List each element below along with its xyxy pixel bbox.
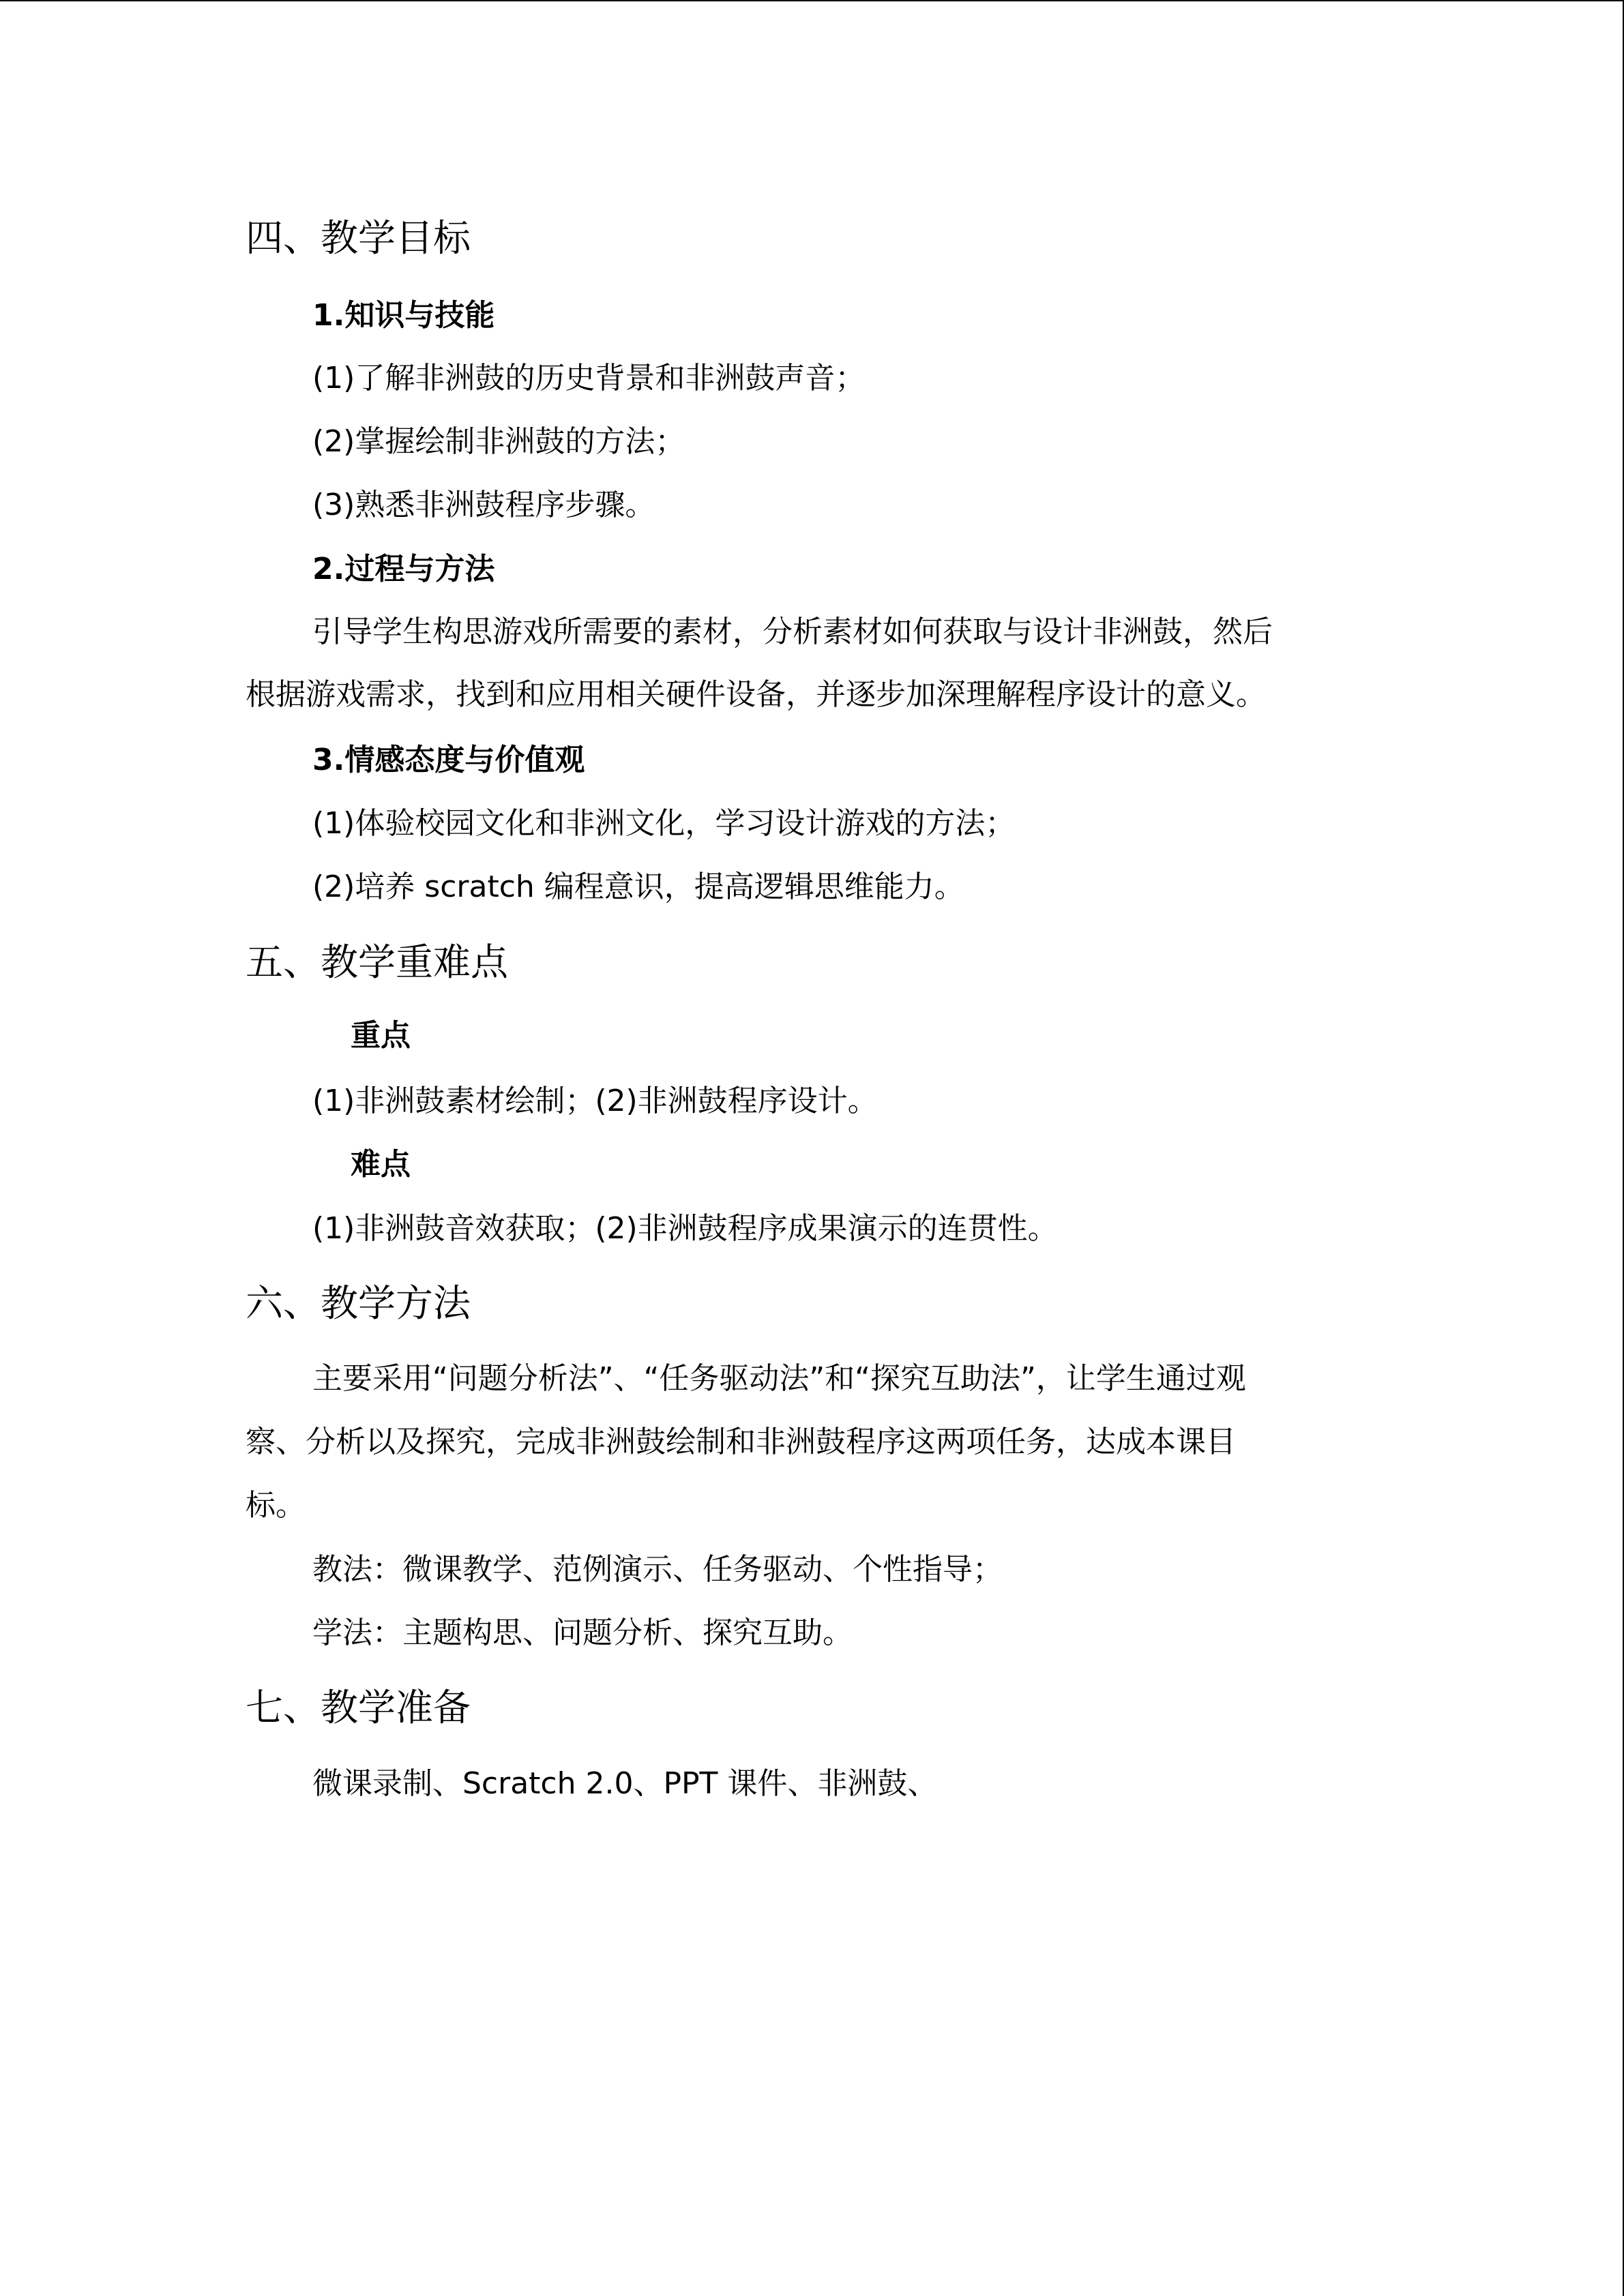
- learning-method-text: 学法：主题构思、问题分析、探究互助。: [312, 1615, 853, 1650]
- paragraph-line: 主要采用“问题分析法”、“任务驱动法”和“探究互助法”，让学生通过观: [312, 1361, 1246, 1396]
- list-item: (3)熟悉非洲鼓程序步骤。: [312, 488, 655, 522]
- list-item: (1)体验校园文化和非洲文化，学习设计游戏的方法；: [312, 806, 1016, 841]
- difficult-points-text: (1)非洲鼓音效获取；(2)非洲鼓程序成果演示的连贯性。: [312, 1211, 1058, 1246]
- section-heading-teaching-methods: 六、教学方法: [246, 1281, 471, 1325]
- section-heading-teaching-preparation: 七、教学准备: [246, 1686, 471, 1729]
- section-heading-key-difficult-points: 五、教学重难点: [246, 940, 509, 984]
- teaching-method-text: 教法：微课教学、范例演示、任务驱动、个性指导；: [312, 1552, 1003, 1587]
- subheading-attitudes-values: 3.情感态度与价值观: [312, 743, 585, 777]
- paragraph-line: 察、分析以及探究，完成非洲鼓绘制和非洲鼓程序这两项任务，达成本课目: [246, 1425, 1236, 1459]
- paragraph-line: 标。: [246, 1488, 306, 1523]
- label-key-points: 重点: [351, 1018, 411, 1053]
- subheading-knowledge-skills: 1.知识与技能: [312, 298, 495, 333]
- list-item: (2)培养 scratch 编程意识，提高逻辑思维能力。: [312, 869, 964, 904]
- list-item: (1)了解非洲鼓的历史背景和非洲鼓声音；: [312, 361, 866, 396]
- subheading-process-methods: 2.过程与方法: [312, 552, 495, 586]
- section-heading-teaching-objectives: 四、教学目标: [246, 216, 471, 260]
- paragraph-line: 引导学生构思游戏所需要的素材，分析素材如何获取与设计非洲鼓，然后: [312, 614, 1273, 649]
- paragraph-line: 根据游戏需求，找到和应用相关硬件设备，并逐步加深理解程序设计的意义。: [246, 677, 1266, 712]
- list-item: (2)掌握绘制非洲鼓的方法；: [312, 424, 685, 459]
- label-difficult-points: 难点: [351, 1147, 411, 1182]
- preparation-text: 微课录制、Scratch 2.0、PPT 课件、非洲鼓、: [312, 1766, 938, 1801]
- key-points-text: (1)非洲鼓素材绘制；(2)非洲鼓程序设计。: [312, 1084, 878, 1118]
